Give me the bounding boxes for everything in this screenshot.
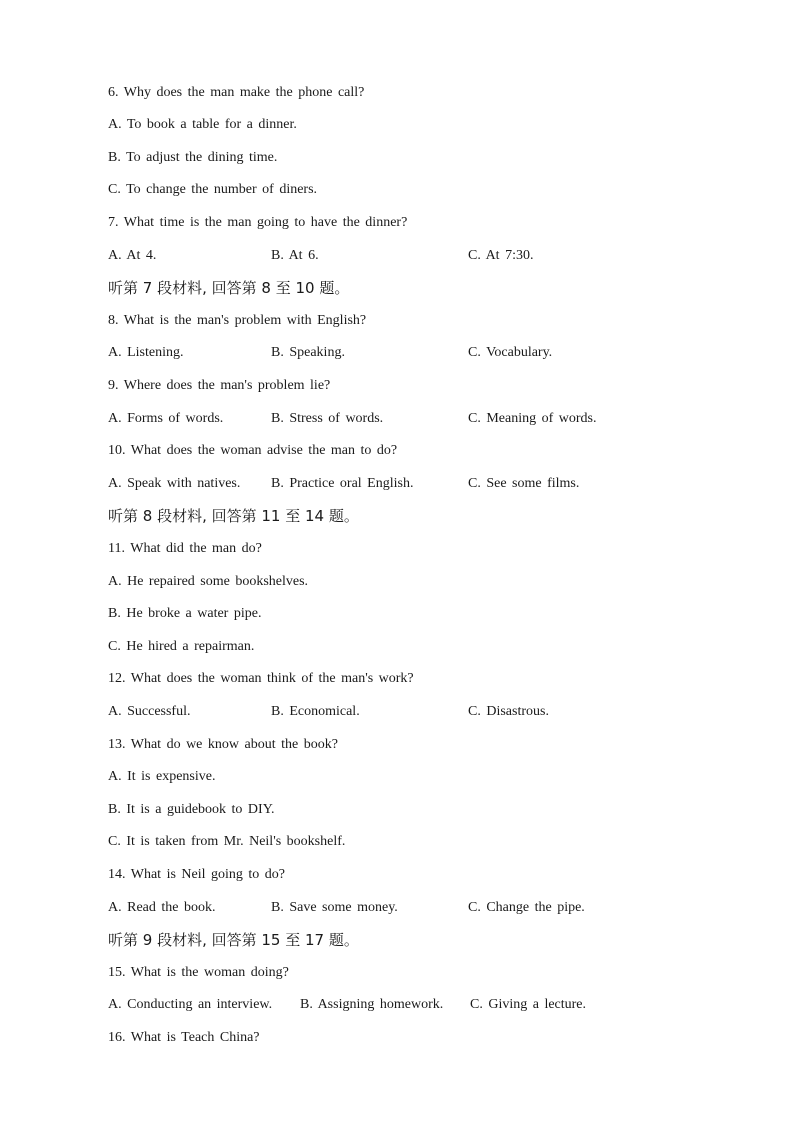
- q8-option-a: A. Listening.: [108, 345, 184, 360]
- q7-option-a: A. At 4.: [108, 248, 157, 263]
- q10-option-b: B. Practice oral English.: [271, 476, 414, 491]
- section-8-instruction: 听第 8 段材料, 回答第 11 至 14 题。: [108, 507, 359, 525]
- q12-option-b: B. Economical.: [271, 704, 360, 719]
- q6-option-c: C. To change the number of diners.: [108, 182, 318, 197]
- q9-option-a: A. Forms of words.: [108, 411, 224, 426]
- q14-option-b: B. Save some money.: [271, 900, 398, 915]
- q15-option-b: B. Assigning homework.: [300, 997, 444, 1012]
- q13-option-b: B. It is a guidebook to DIY.: [108, 802, 275, 817]
- question-15: 15. What is the woman doing?: [108, 965, 289, 980]
- q14-option-c: C. Change the pipe.: [468, 900, 585, 915]
- question-8: 8. What is the man's problem with English?: [108, 313, 367, 328]
- q12-option-a: A. Successful.: [108, 704, 191, 719]
- q7-option-c: C. At 7:30.: [468, 248, 534, 263]
- question-9: 9. Where does the man's problem lie?: [108, 378, 331, 393]
- section-7-instruction: 听第 7 段材料, 回答第 8 至 10 题。: [108, 279, 350, 297]
- question-12: 12. What does the woman think of the man's work?: [108, 671, 414, 686]
- q11-option-c: C. He hired a repairman.: [108, 639, 255, 654]
- q12-option-c: C. Disastrous.: [468, 704, 549, 719]
- question-13: 13. What do we know about the book?: [108, 737, 338, 752]
- q14-option-a: A. Read the book.: [108, 900, 216, 915]
- question-10: 10. What does the woman advise the man to do?: [108, 443, 398, 458]
- question-7: 7. What time is the man going to have the dinner?: [108, 215, 408, 230]
- q10-option-c: C. See some films.: [468, 476, 580, 491]
- q10-option-a: A. Speak with natives.: [108, 476, 241, 491]
- question-14: 14. What is Neil going to do?: [108, 867, 285, 882]
- q7-option-b: B. At 6.: [271, 248, 319, 263]
- q9-option-b: B. Stress of words.: [271, 411, 384, 426]
- q13-option-c: C. It is taken from Mr. Neil's bookshelf.: [108, 834, 346, 849]
- question-11: 11. What did the man do?: [108, 541, 262, 556]
- q9-option-c: C. Meaning of words.: [468, 411, 597, 426]
- q11-option-a: A. He repaired some bookshelves.: [108, 574, 309, 589]
- q8-option-b: B. Speaking.: [271, 345, 345, 360]
- q15-option-a: A. Conducting an interview.: [108, 997, 273, 1012]
- q11-option-b: B. He broke a water pipe.: [108, 606, 262, 621]
- q15-option-c: C. Giving a lecture.: [470, 997, 587, 1012]
- q6-option-a: A. To book a table for a dinner.: [108, 117, 297, 132]
- q8-option-c: C. Vocabulary.: [468, 345, 553, 360]
- question-16: 16. What is Teach China?: [108, 1030, 260, 1045]
- q13-option-a: A. It is expensive.: [108, 769, 216, 784]
- section-9-instruction: 听第 9 段材料, 回答第 15 至 17 题。: [108, 931, 359, 949]
- q6-option-b: B. To adjust the dining time.: [108, 150, 278, 165]
- question-6: 6. Why does the man make the phone call?: [108, 85, 365, 100]
